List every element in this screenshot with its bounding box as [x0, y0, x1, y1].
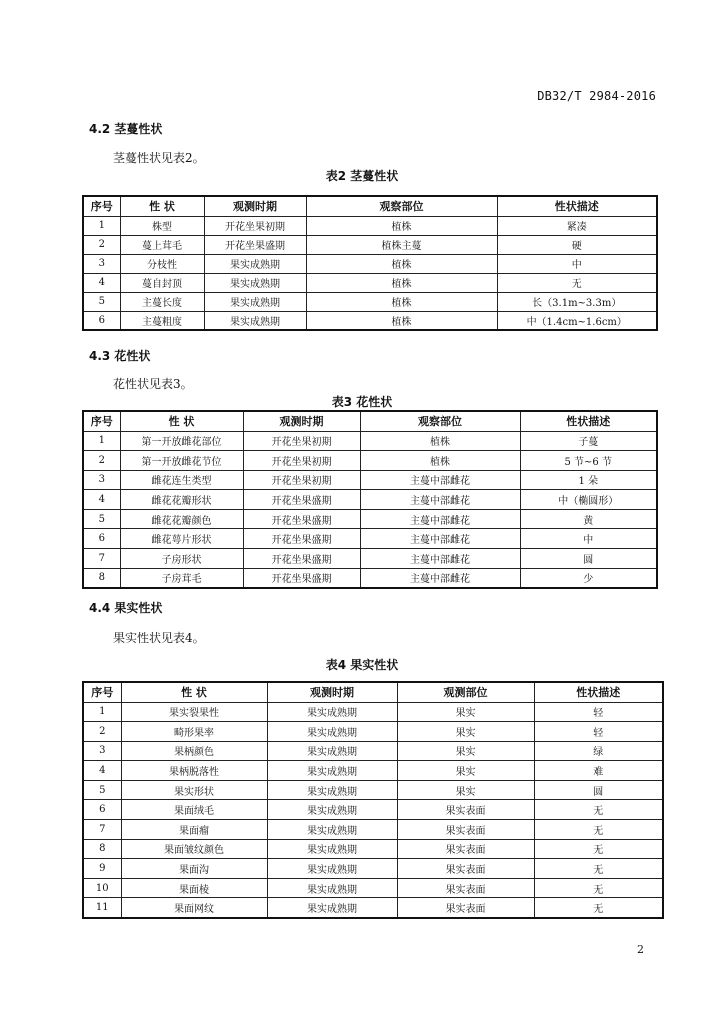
column-header: 观测时期 — [204, 196, 306, 216]
cell-desc: 无 — [534, 800, 663, 820]
table-row — [83, 529, 657, 549]
table-row — [83, 722, 663, 742]
cell-desc: 硬 — [497, 235, 657, 254]
table-row — [83, 780, 663, 800]
cell-no: 7 — [83, 549, 120, 569]
table-row — [83, 859, 663, 879]
cell-no: 6 — [83, 529, 120, 549]
cell-desc: 圆 — [520, 549, 657, 569]
cell-period: 果实成熟期 — [267, 898, 397, 918]
cell-desc: 长（3.1m~3.3m） — [497, 292, 657, 311]
cell-part: 植株 — [306, 311, 497, 330]
column-header: 性 状 — [120, 411, 243, 431]
table-row — [83, 311, 657, 330]
cell-part: 植株 — [306, 254, 497, 273]
cell-part: 果实 — [397, 702, 534, 722]
cell-part: 主蔓中部雌花 — [360, 529, 520, 549]
cell-no: 5 — [83, 509, 120, 529]
section-heading-4-4: 4.4 果实性状 — [89, 601, 163, 615]
cell-desc: 绿 — [534, 741, 663, 761]
cell-part: 果实表面 — [397, 859, 534, 879]
cell-trait: 蔓自封顶 — [120, 273, 204, 292]
table-row — [83, 741, 663, 761]
cell-part: 植株 — [360, 451, 520, 471]
cell-no: 8 — [83, 839, 121, 859]
cell-trait: 果面绒毛 — [121, 800, 267, 820]
cell-desc: 圆 — [534, 780, 663, 800]
cell-period: 果实成熟期 — [267, 722, 397, 742]
cell-part: 植株 — [360, 431, 520, 451]
cell-part: 主蔓中部雌花 — [360, 470, 520, 490]
column-header: 性 状 — [121, 682, 267, 702]
cell-trait: 果面沟 — [121, 859, 267, 879]
cell-trait: 雌花花瓣颜色 — [120, 509, 243, 529]
cell-part: 果实 — [397, 741, 534, 761]
table-caption-2: 表2 茎蔓性状 — [325, 169, 399, 183]
cell-trait: 果面瘤 — [121, 820, 267, 840]
column-header: 观测时期 — [267, 682, 397, 702]
cell-no: 10 — [83, 878, 121, 898]
cell-trait: 雌花花瓣形状 — [120, 490, 243, 510]
cell-period: 果实成熟期 — [204, 254, 306, 273]
page-number: 2 — [637, 943, 644, 956]
cell-no: 3 — [83, 254, 120, 273]
column-header: 观察部位 — [360, 411, 520, 431]
cell-trait: 第一开放雌花部位 — [120, 431, 243, 451]
table-row — [83, 878, 663, 898]
cell-period: 果实成熟期 — [267, 800, 397, 820]
cell-period: 开花坐果初期 — [243, 470, 360, 490]
table-row — [83, 235, 657, 254]
cell-part: 植株 — [306, 273, 497, 292]
table-row — [83, 702, 663, 722]
cell-no: 4 — [83, 490, 120, 510]
cell-desc: 无 — [534, 859, 663, 879]
cell-no: 2 — [83, 235, 120, 254]
table-row — [83, 898, 663, 918]
cell-period: 开花坐果盛期 — [243, 529, 360, 549]
cell-desc: 少 — [520, 568, 657, 588]
cell-no: 5 — [83, 780, 121, 800]
cell-desc: 无 — [534, 839, 663, 859]
column-header: 序号 — [83, 196, 120, 216]
cell-part: 果实 — [397, 780, 534, 800]
cell-desc: 无 — [534, 820, 663, 840]
cell-no: 2 — [83, 451, 120, 471]
column-header: 性状描述 — [497, 196, 657, 216]
cell-desc: 子蔓 — [520, 431, 657, 451]
cell-trait: 蔓上茸毛 — [120, 235, 204, 254]
table-row — [83, 509, 657, 529]
cell-period: 果实成熟期 — [267, 761, 397, 781]
cell-part: 主蔓中部雌花 — [360, 549, 520, 569]
cell-trait: 果实裂果性 — [121, 702, 267, 722]
column-header: 序号 — [83, 411, 120, 431]
cell-period: 开花坐果盛期 — [204, 235, 306, 254]
cell-no: 11 — [83, 898, 121, 918]
table-row — [83, 431, 657, 451]
cell-desc: 中 — [520, 529, 657, 549]
cell-no: 8 — [83, 568, 120, 588]
cell-no: 3 — [83, 470, 120, 490]
cell-trait: 果面皱纹颜色 — [121, 839, 267, 859]
cell-desc: 无 — [534, 898, 663, 918]
cell-period: 开花坐果盛期 — [243, 549, 360, 569]
table-row — [83, 273, 657, 292]
table-row — [83, 820, 663, 840]
cell-part: 主蔓中部雌花 — [360, 568, 520, 588]
table-row — [83, 761, 663, 781]
cell-part: 主蔓中部雌花 — [360, 490, 520, 510]
column-header: 观察部位 — [306, 196, 497, 216]
cell-no: 1 — [83, 431, 120, 451]
table-row — [83, 216, 657, 235]
cell-part: 植株主蔓 — [306, 235, 497, 254]
column-header: 观测部位 — [397, 682, 534, 702]
cell-trait: 株型 — [120, 216, 204, 235]
cell-period: 开花坐果初期 — [243, 451, 360, 471]
column-header: 性状描述 — [520, 411, 657, 431]
cell-part: 主蔓中部雌花 — [360, 509, 520, 529]
cell-desc: 中（1.4cm~1.6cm） — [497, 311, 657, 330]
cell-part: 果实表面 — [397, 820, 534, 840]
cell-period: 果实成熟期 — [267, 702, 397, 722]
cell-trait: 第一开放雌花节位 — [120, 451, 243, 471]
cell-period: 果实成熟期 — [267, 741, 397, 761]
cell-no: 9 — [83, 859, 121, 879]
cell-no: 1 — [83, 216, 120, 235]
cell-trait: 分枝性 — [120, 254, 204, 273]
section-text-4-4: 果实性状见表4。 — [113, 631, 205, 645]
cell-part: 果实表面 — [397, 800, 534, 820]
cell-period: 开花坐果初期 — [243, 431, 360, 451]
cell-desc: 紧凑 — [497, 216, 657, 235]
section-text-4-2: 茎蔓性状见表2。 — [113, 151, 205, 165]
table-row — [83, 839, 663, 859]
cell-trait: 果面网纹 — [121, 898, 267, 918]
cell-no: 4 — [83, 761, 121, 781]
cell-period: 果实成熟期 — [267, 878, 397, 898]
cell-no: 2 — [83, 722, 121, 742]
table-flower-traits — [82, 410, 658, 589]
cell-no: 6 — [83, 311, 120, 330]
cell-trait: 主蔓长度 — [120, 292, 204, 311]
table-row — [83, 451, 657, 471]
cell-trait: 果实形状 — [121, 780, 267, 800]
column-header: 序号 — [83, 682, 121, 702]
cell-desc: 轻 — [534, 702, 663, 722]
cell-trait: 果柄脱落性 — [121, 761, 267, 781]
cell-desc: 无 — [497, 273, 657, 292]
column-header: 性状描述 — [534, 682, 663, 702]
cell-no: 4 — [83, 273, 120, 292]
cell-desc: 中（椭圆形） — [520, 490, 657, 510]
cell-desc: 中 — [497, 254, 657, 273]
table-row — [83, 470, 657, 490]
cell-desc: 难 — [534, 761, 663, 781]
cell-period: 开花坐果初期 — [204, 216, 306, 235]
cell-trait: 果面棱 — [121, 878, 267, 898]
cell-no: 1 — [83, 702, 121, 722]
cell-desc: 黄 — [520, 509, 657, 529]
cell-part: 果实表面 — [397, 878, 534, 898]
cell-desc: 轻 — [534, 722, 663, 742]
cell-part: 果实表面 — [397, 898, 534, 918]
cell-no: 5 — [83, 292, 120, 311]
cell-trait: 果柄颜色 — [121, 741, 267, 761]
table-caption-3: 表3 花性状 — [331, 395, 393, 409]
standard-code: DB32/T 2984-2016 — [537, 89, 656, 103]
cell-part: 果实表面 — [397, 839, 534, 859]
section-heading-4-3: 4.3 花性状 — [89, 349, 151, 363]
section-text-4-3: 花性状见表3。 — [113, 377, 193, 391]
cell-desc: 5 节~6 节 — [520, 451, 657, 471]
table-row — [83, 549, 657, 569]
cell-no: 6 — [83, 800, 121, 820]
cell-part: 植株 — [306, 216, 497, 235]
cell-period: 果实成熟期 — [204, 273, 306, 292]
table-stem-traits — [82, 195, 658, 331]
cell-trait: 雌花萼片形状 — [120, 529, 243, 549]
cell-trait: 主蔓粗度 — [120, 311, 204, 330]
column-header: 观测时期 — [243, 411, 360, 431]
cell-part: 果实 — [397, 722, 534, 742]
cell-part: 植株 — [306, 292, 497, 311]
table-caption-4: 表4 果实性状 — [325, 658, 399, 672]
cell-trait: 雌花连生类型 — [120, 470, 243, 490]
cell-period: 果实成熟期 — [204, 311, 306, 330]
cell-period: 果实成熟期 — [204, 292, 306, 311]
cell-period: 果实成熟期 — [267, 839, 397, 859]
table-row — [83, 254, 657, 273]
cell-no: 3 — [83, 741, 121, 761]
cell-part: 果实 — [397, 761, 534, 781]
table-row — [83, 490, 657, 510]
column-header: 性 状 — [120, 196, 204, 216]
table-row — [83, 292, 657, 311]
cell-period: 开花坐果盛期 — [243, 509, 360, 529]
cell-period: 开花坐果盛期 — [243, 490, 360, 510]
cell-period: 开花坐果盛期 — [243, 568, 360, 588]
cell-period: 果实成熟期 — [267, 780, 397, 800]
cell-trait: 子房形状 — [120, 549, 243, 569]
cell-period: 果实成熟期 — [267, 859, 397, 879]
table-fruit-traits — [82, 681, 664, 919]
cell-period: 果实成熟期 — [267, 820, 397, 840]
cell-desc: 1 朵 — [520, 470, 657, 490]
cell-desc: 无 — [534, 878, 663, 898]
cell-trait: 畸形果率 — [121, 722, 267, 742]
cell-no: 7 — [83, 820, 121, 840]
table-row — [83, 568, 657, 588]
cell-trait: 子房茸毛 — [120, 568, 243, 588]
section-heading-4-2: 4.2 茎蔓性状 — [89, 122, 163, 136]
table-row — [83, 800, 663, 820]
